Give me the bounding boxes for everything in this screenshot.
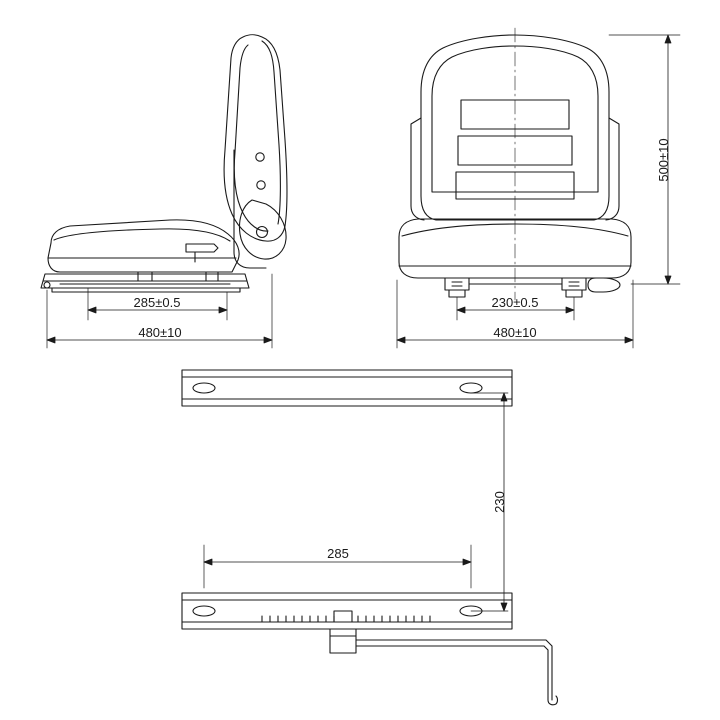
side-rail-end-hole (44, 282, 50, 288)
rail-latch-housing (330, 629, 356, 653)
side-cushion-top-seam (54, 229, 230, 241)
rail-top-outline (182, 370, 512, 406)
rail-bottom-view (182, 545, 558, 705)
side-rail-base-plate (52, 288, 240, 292)
rail-bottom-hole-left (193, 606, 215, 616)
rail-latch-block (334, 611, 352, 622)
side-hinge-hole-lower (257, 181, 265, 189)
dim-label-front-mount-width: 230±0.5 (491, 295, 539, 310)
dim-label-rail-spacing: 230 (492, 491, 507, 513)
rail-top-view (182, 370, 512, 611)
dim-label-rail-hole-spacing: 285 (327, 546, 349, 561)
side-pivot-housing (240, 200, 287, 259)
dim-label-side-overall-width: 480±10 (138, 325, 182, 340)
rail-notch-teeth (262, 616, 430, 622)
front-left-mount (445, 278, 469, 297)
rail-release-handle (356, 640, 552, 700)
rail-release-handle-2 (356, 646, 558, 705)
side-backrest-inner-line-2 (262, 41, 280, 224)
side-cushion-outline (48, 220, 239, 272)
side-hinge-hole-upper (256, 153, 264, 161)
side-rail-upper (43, 274, 247, 281)
dim-label-front-height: 500±10 (656, 138, 671, 182)
dim-label-side-seat-depth: 285±0.5 (133, 295, 181, 310)
front-right-mount (562, 278, 586, 297)
rail-top-hole-right (460, 383, 482, 393)
side-pivot-hole (257, 227, 268, 238)
side-release-lever (186, 244, 218, 252)
dim-label-front-overall-width: 480±10 (493, 325, 537, 340)
front-side-handle (588, 278, 620, 292)
rail-top-hole-left (193, 383, 215, 393)
front-view (397, 28, 680, 348)
